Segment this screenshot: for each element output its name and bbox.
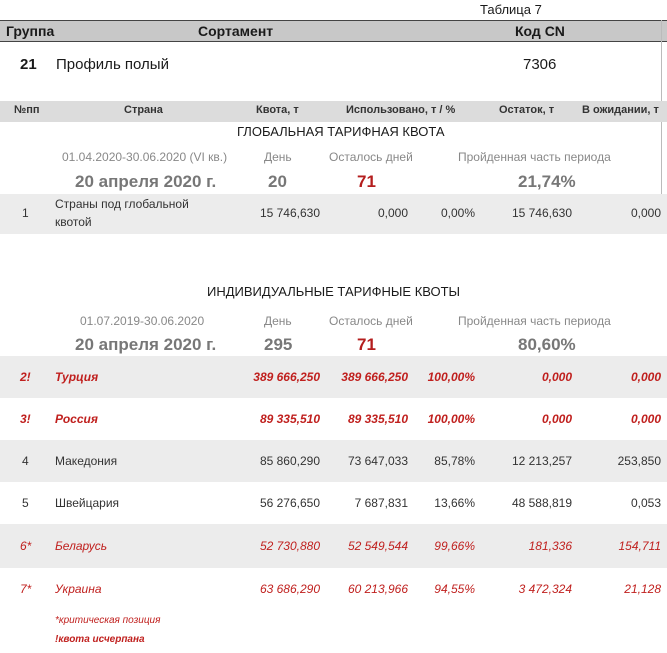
individual-date: 20 апреля 2020 г. xyxy=(75,335,217,354)
group-cn-code: 7306 xyxy=(523,56,557,73)
row-used-pct: 100,00% xyxy=(427,370,475,384)
row-remaining: 15 746,630 xyxy=(511,206,572,220)
individual-period: 01.07.2019-30.06.2020 xyxy=(80,314,205,328)
row-quota: 89 335,510 xyxy=(259,412,320,426)
header-group: Группа xyxy=(6,23,55,39)
row-quota: 389 666,250 xyxy=(253,370,320,384)
row-pending: 0,000 xyxy=(630,370,661,384)
row-pending: 0,053 xyxy=(630,496,661,510)
row-pending: 21,128 xyxy=(624,582,661,596)
global-title: ГЛОБАЛЬНАЯ ТАРИФНАЯ КВОТА xyxy=(237,124,445,139)
header-assortment: Сортамент xyxy=(198,23,274,39)
col-used: Использовано, т / % xyxy=(346,104,456,116)
individual-days-left-label: Осталось дней xyxy=(329,314,413,328)
row-used: 60 213,966 xyxy=(347,582,408,596)
header-cn-code: Код CN xyxy=(515,23,565,39)
row-country-line2: квотой xyxy=(55,215,92,229)
global-day: 20 xyxy=(268,172,287,191)
global-days-left: 71 xyxy=(357,172,376,191)
row-used-pct: 13,66% xyxy=(434,496,475,510)
note-exhausted: !квота исчерпана xyxy=(55,634,145,645)
row-used-pct: 85,78% xyxy=(434,454,475,468)
row-used: 0,000 xyxy=(377,206,408,220)
table-row xyxy=(0,398,667,440)
row-quota: 85 860,290 xyxy=(259,454,320,468)
row-used-pct: 0,00% xyxy=(440,206,475,220)
col-remaining: Остаток, т xyxy=(499,104,555,116)
row-country-line1: Страны под глобальной xyxy=(55,197,189,211)
individual-elapsed: 80,60% xyxy=(518,335,576,354)
row-num: 6* xyxy=(20,539,32,553)
row-remaining: 181,336 xyxy=(528,539,572,553)
row-pending: 0,000 xyxy=(630,206,661,220)
col-country: Страна xyxy=(124,104,163,116)
global-elapsed: 21,74% xyxy=(518,172,576,191)
individual-elapsed-label: Пройденная часть периода xyxy=(458,314,611,328)
global-days-left-label: Осталось дней xyxy=(329,150,413,164)
global-day-label: День xyxy=(264,150,292,164)
row-used-pct: 99,66% xyxy=(434,539,475,553)
column-header-bar xyxy=(0,101,667,122)
global-date: 20 апреля 2020 г. xyxy=(75,172,217,191)
row-quota: 63 686,290 xyxy=(259,582,320,596)
row-used: 89 335,510 xyxy=(347,412,408,426)
note-critical: *критическая позиция xyxy=(55,615,161,626)
row-pending: 253,850 xyxy=(617,454,661,468)
row-num: 7* xyxy=(20,582,32,596)
row-used-pct: 100,00% xyxy=(427,412,475,426)
row-country: Швейцария xyxy=(55,496,120,510)
row-used-pct: 94,55% xyxy=(434,582,475,596)
table-row xyxy=(0,194,667,234)
table-row xyxy=(0,356,667,398)
table-row xyxy=(0,482,667,524)
table-row xyxy=(0,440,667,482)
row-remaining: 12 213,257 xyxy=(511,454,572,468)
row-quota: 56 276,650 xyxy=(259,496,320,510)
group-assortment: Профиль полый xyxy=(56,56,169,73)
col-pending: В ожидании, т xyxy=(582,104,659,116)
row-remaining: 0,000 xyxy=(541,412,572,426)
individual-days-left: 71 xyxy=(357,335,376,354)
row-country: Украина xyxy=(55,582,102,596)
table-row xyxy=(0,524,667,568)
row-country: Турция xyxy=(55,370,99,384)
row-country: Россия xyxy=(55,412,98,426)
group-number: 21 xyxy=(20,56,37,73)
row-remaining: 3 472,324 xyxy=(518,582,572,596)
table-header-bar xyxy=(0,20,667,42)
row-used: 389 666,250 xyxy=(341,370,408,384)
individual-title: ИНДИВИДУАЛЬНЫЕ ТАРИФНЫЕ КВОТЫ xyxy=(207,284,461,299)
individual-day: 295 xyxy=(264,335,293,354)
row-quota: 15 746,630 xyxy=(259,206,320,220)
row-used: 7 687,831 xyxy=(354,496,408,510)
row-quota: 52 730,880 xyxy=(259,539,320,553)
global-period: 01.04.2020-30.06.2020 (VI кв.) xyxy=(62,150,228,164)
global-elapsed-label: Пройденная часть периода xyxy=(458,150,611,164)
row-remaining: 0,000 xyxy=(541,370,572,384)
row-used: 73 647,033 xyxy=(347,454,408,468)
row-country: Македония xyxy=(55,454,118,468)
individual-day-label: День xyxy=(264,314,292,328)
row-num: 2! xyxy=(20,370,31,384)
row-pending: 154,711 xyxy=(618,539,661,553)
col-quota: Квота, т xyxy=(256,104,299,116)
row-num: 5 xyxy=(22,496,29,510)
table-row xyxy=(0,568,667,612)
row-remaining: 48 588,819 xyxy=(511,496,572,510)
row-num: 3! xyxy=(20,412,31,426)
row-used: 52 549,544 xyxy=(347,539,408,553)
col-num: №пп xyxy=(14,104,40,116)
row-num: 4 xyxy=(22,454,29,468)
row-pending: 0,000 xyxy=(630,412,661,426)
table-number: Таблица 7 xyxy=(480,2,542,17)
row-num: 1 xyxy=(22,206,29,220)
row-country: Беларусь xyxy=(55,539,108,553)
